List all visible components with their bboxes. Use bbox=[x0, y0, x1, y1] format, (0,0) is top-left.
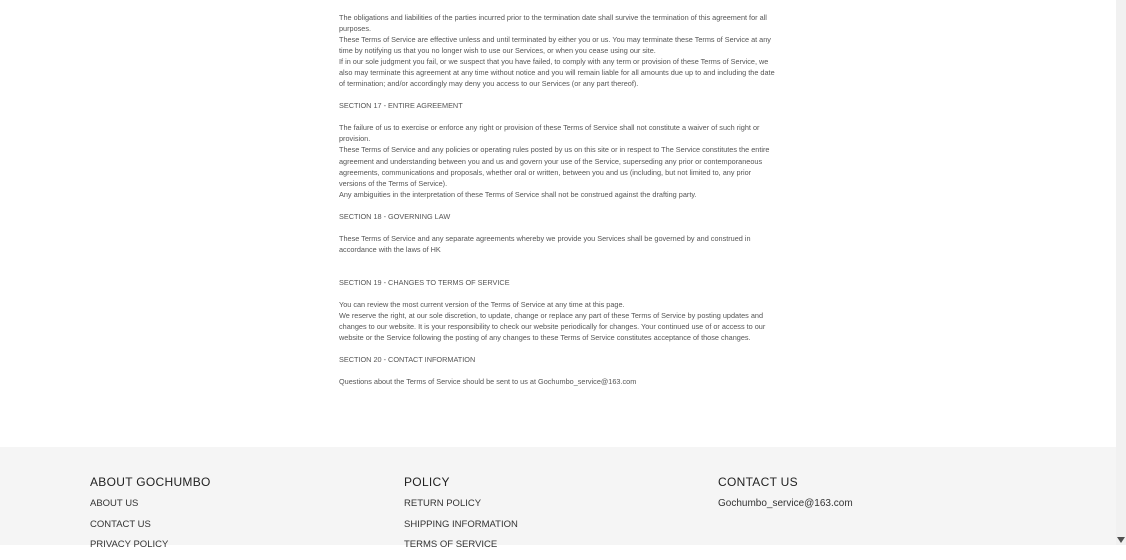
footer-contact-title: CONTACT US bbox=[718, 475, 798, 489]
terms-paragraph: These Terms of Service and any separate agreements whereby we provide you Services shall be governed by and construed in accordance with the laws of HK bbox=[339, 233, 751, 254]
section-17-heading: SECTION 17 - ENTIRE AGREEMENT bbox=[339, 101, 463, 111]
terms-paragraph: These Terms of Service are effective unless and until terminated by either you or us. You may terminate these Terms of Service at any time by notifying us that you no longer wish to use our Services, or when you cease using our site. bbox=[339, 35, 771, 56]
footer-about-column bbox=[90, 475, 211, 560]
terms-paragraph: If in our sole judgment you fail, or we suspect that you have failed, to comply with any term or provision of these Terms of Service, we also may terminate this agreement at any time without notice and you will remain liable for all amounts due up to and including the date of termination; and/or accordingly may deny you access to our Services (or any part thereof). bbox=[339, 57, 775, 89]
footer-contact-column bbox=[718, 475, 853, 519]
footer-link-privacy-policy[interactable]: PRIVACY POLICY bbox=[90, 539, 169, 550]
footer-policy-title: POLICY bbox=[404, 475, 450, 489]
footer-link-about-us[interactable]: ABOUT US bbox=[90, 498, 139, 509]
footer-policy-column bbox=[404, 475, 518, 560]
footer-link-contact-us[interactable]: CONTACT US bbox=[90, 518, 151, 530]
terms-paragraph: These Terms of Service and any policies or operating rules posted by us on this site or in respect to The Service constitutes the entire agreement and understanding between you and us and govern your use of the Service, superseding any prior or contemporaneous agreements, communications and proposals, whether oral or written, between you and us (including, but not limited to, any prior versions of the Terms of Service). bbox=[339, 145, 770, 188]
scroll-down-arrow-icon[interactable] bbox=[1117, 537, 1125, 543]
terms-paragraph: The failure of us to exercise or enforce any right or provision of these Terms of Service shall not constitute a waiver of such right or provision. bbox=[339, 123, 760, 144]
section-18-heading: SECTION 18 - GOVERNING LAW bbox=[339, 211, 451, 221]
footer-link-shipping-information[interactable]: SHIPPING INFORMATION bbox=[404, 518, 518, 530]
section-19-heading: SECTION 19 - CHANGES TO TERMS OF SERVICE bbox=[339, 277, 510, 287]
terms-paragraph: We reserve the right, at our sole discretion, to update, change or replace any part of these Terms of Service by posting updates and changes to our website. It is your responsibility to check our website periodically for changes. Your continued use of or access to our website or the Service following the posting of any changes to these Terms of Service constitutes acceptance of those changes. bbox=[339, 310, 766, 343]
terms-paragraph: You can review the most current version of the Terms of Service at any time at this page. bbox=[339, 299, 625, 309]
terms-content bbox=[339, 12, 779, 387]
terms-paragraph: The obligations and liabilities of the parties incurred prior to the termination date shall survive the termination of this agreement for all purposes. bbox=[339, 13, 767, 34]
section-20-heading: SECTION 20 - CONTACT INFORMATION bbox=[339, 355, 476, 365]
footer-about-title: ABOUT GOCHUMBO bbox=[90, 475, 211, 489]
footer-link-terms-of-service[interactable]: TERMS OF SERVICE bbox=[404, 539, 498, 550]
footer-contact-email[interactable]: Gochumbo_service@163.com bbox=[718, 498, 853, 509]
terms-paragraph: Questions about the Terms of Service should be sent to us at Gochumbo_service@163.com bbox=[339, 377, 637, 387]
page-scrollbar[interactable] bbox=[1116, 0, 1126, 545]
footer-link-return-policy[interactable]: RETURN POLICY bbox=[404, 498, 482, 509]
terms-paragraph: Any ambiguities in the interpretation of these Terms of Service shall not be construed against the drafting party. bbox=[339, 189, 697, 199]
site-footer bbox=[0, 447, 1116, 550]
